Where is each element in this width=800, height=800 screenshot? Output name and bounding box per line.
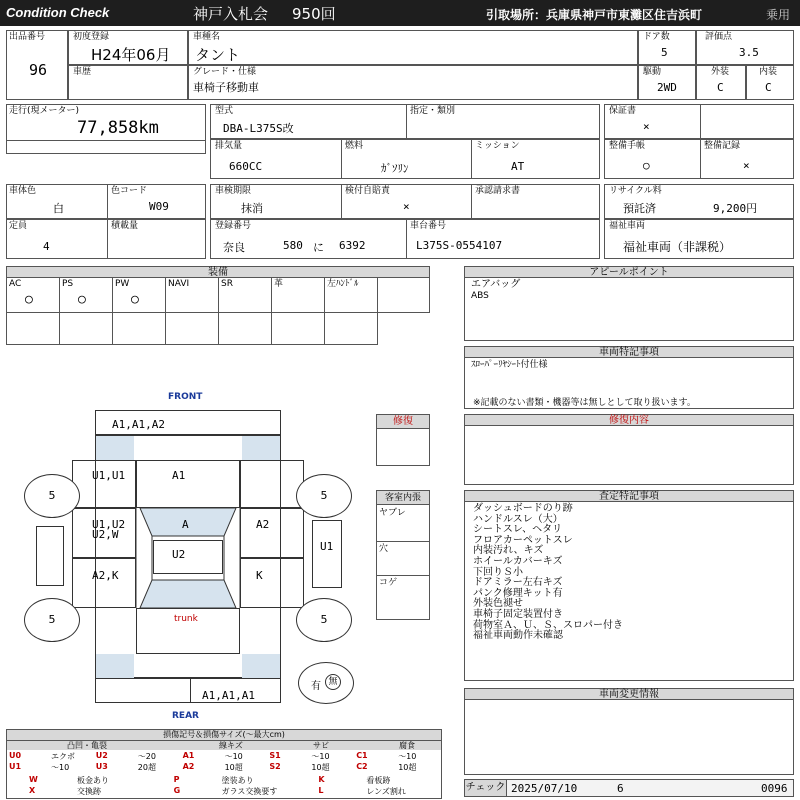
equipment-cell <box>218 277 272 313</box>
legend-groups <box>7 740 441 750</box>
legend-group-scratch: 線キズ <box>219 741 243 750</box>
inspection-note-line: ドアミラー左右キズ <box>473 577 563 589</box>
doors: 5 <box>661 46 668 59</box>
fuel: ｶﾞｿﾘﾝ <box>381 162 409 175</box>
legend-code: A2 <box>182 762 195 771</box>
equipment-cell-empty <box>165 312 219 345</box>
equipment-cell-empty <box>377 277 430 313</box>
legend-symbol-meaning: ガラス交換要す <box>221 787 278 796</box>
equipment-label: AC <box>9 279 22 289</box>
legend-code: U0 <box>9 751 22 760</box>
legend-code: S2 <box>269 762 281 771</box>
legend-code: U3 <box>95 762 108 771</box>
equipment-cell-empty <box>6 312 60 345</box>
mark-right-front-door: A2 <box>256 518 270 531</box>
model-box <box>210 104 600 139</box>
special-box <box>464 357 794 409</box>
legend-code: C1 <box>356 751 368 760</box>
interior-condition-box <box>376 490 430 620</box>
mark-right-side: U1 <box>320 540 334 553</box>
left-rear-door <box>72 558 136 608</box>
check-date: 2025/07/10 <box>511 782 578 795</box>
legend-symbol-code: K <box>318 775 325 784</box>
capacity: 4 <box>43 240 50 253</box>
body-color: 白 <box>53 202 64 215</box>
maintenance-record: × <box>743 159 750 172</box>
tire-front-left: 5 <box>24 474 80 518</box>
right-front-door <box>240 508 304 558</box>
inspection-notes-box <box>464 501 794 681</box>
mark-roof: A <box>182 518 189 531</box>
legend-symbol-code: X <box>29 786 36 795</box>
designation-label: 指定・類別 <box>410 106 456 116</box>
capacity-box <box>6 219 206 259</box>
doors-label: ドア数 <box>643 32 670 42</box>
legend-meaning: 10超 <box>224 763 243 772</box>
inspection-note-line: 福祉車両動作未確認 <box>473 630 563 642</box>
changes-title: 車両変更情報 <box>464 688 794 700</box>
mission-label: ミッション <box>475 141 520 151</box>
rear-label: REAR <box>172 711 199 721</box>
mileage-box <box>6 104 206 154</box>
inspection-note-line: シートスレ、ヘタリ <box>473 524 563 536</box>
equipment-cell-empty <box>271 312 325 345</box>
welfare-label: 福祉車両 <box>609 221 646 231</box>
capacity-label: 定員 <box>9 221 28 231</box>
damage-legend <box>6 729 442 799</box>
registration-number: 6392 <box>339 239 366 252</box>
inspection-note-line: ホイールカバーキズ <box>473 556 563 567</box>
inspection-note-line: 下回りＳ小 <box>473 566 523 578</box>
legend-meaning: 〜10 <box>398 752 417 761</box>
equipment-label: NAVI <box>168 279 190 289</box>
load-label: 積載量 <box>111 221 139 231</box>
warranty-box <box>604 104 794 139</box>
exterior-grade: C <box>717 81 724 94</box>
chassis-label: 車台番号 <box>410 221 447 231</box>
legend-code: U2 <box>95 751 108 760</box>
left-side-step <box>36 526 64 586</box>
first-registration-box <box>68 30 188 65</box>
legend-symbol-code: G <box>173 786 181 795</box>
interior-label: 内装 <box>759 67 778 77</box>
legend-title: 損傷記号＆損傷サイズ(〜最大cm) <box>7 730 441 740</box>
right-side-step <box>312 520 342 588</box>
inspection-note-line: パンク修理キット有 <box>473 587 563 599</box>
insurance-label: 検付自賠責 <box>345 186 391 196</box>
lot-number-label: 出品番号 <box>9 32 46 42</box>
mission: AT <box>511 160 525 173</box>
legend-code: C2 <box>356 762 368 771</box>
registration-class: 580 <box>283 239 303 252</box>
special-text: ｽﾛｰﾊﾟｰﾘﾔｼｰﾄ付仕様 <box>471 360 548 370</box>
car-type: 乗用 <box>766 8 791 22</box>
spare-tire <box>298 662 354 704</box>
equipment-cell-empty <box>112 312 166 345</box>
equipment-cell <box>112 277 166 313</box>
insurance: × <box>403 200 410 213</box>
tire-front-right: 5 <box>296 474 352 518</box>
inspection-note-line: 荷物室Ａ、Ｕ、Ｓ、スロパー付き <box>473 619 623 631</box>
changes-box <box>464 699 794 775</box>
inspection-label: 車検期限 <box>215 186 252 196</box>
hood <box>136 460 240 508</box>
score-label: 評価点 <box>705 32 733 42</box>
car-name-label: 車種名 <box>193 32 221 42</box>
left-front-fender <box>72 460 136 508</box>
registration-label: 登録番号 <box>215 221 252 231</box>
legend-code: S1 <box>269 751 281 760</box>
inspection-note-line: ハンドルスレ（大） <box>473 513 563 525</box>
interior-condition-title: 客室内張 <box>377 491 429 505</box>
lot-number-box <box>6 30 68 100</box>
interior-grade: C <box>765 81 772 94</box>
equipment-cell-empty <box>324 312 378 345</box>
legend-meaning: 10超 <box>398 763 417 772</box>
history-label: 車歴 <box>73 67 92 77</box>
auction-name: 神戸入札会 <box>193 5 269 23</box>
legend-symbol-code: L <box>318 786 324 795</box>
color-code: W09 <box>149 200 169 213</box>
exterior-label: 外装 <box>711 67 730 77</box>
mileage: 77,858km <box>77 118 159 138</box>
right-front-fender <box>240 460 304 508</box>
legend-meaning: 〜10 <box>311 752 330 761</box>
maintenance-box <box>604 139 794 179</box>
equipment-value: ○ <box>25 292 33 307</box>
registration-kana: に <box>313 241 324 254</box>
inspection-note-line: 外装色褪せ <box>473 598 523 610</box>
warranty: × <box>643 120 650 133</box>
body-color-label: 車体色 <box>9 186 37 196</box>
mark-front-bumper: A1,A1,A2 <box>112 418 165 431</box>
inspection-note-line: 車椅子固定装置付き <box>473 609 563 620</box>
equipment-value: ○ <box>131 292 139 307</box>
legend-symbol-meaning: レンズ割れ <box>366 787 406 796</box>
front-label: FRONT <box>168 392 203 402</box>
registration-area: 奈良 <box>223 241 245 254</box>
chassis-number: L375S-0554107 <box>416 239 503 252</box>
equipment-table <box>6 277 430 345</box>
mark-left-front-door: U1,U2 <box>92 518 126 531</box>
maintenance-manual: ○ <box>643 159 650 172</box>
spare-tire-label: 有 <box>311 681 321 692</box>
history-box <box>68 65 188 100</box>
legend-group-corrosion: 腐食 <box>399 741 415 750</box>
equipment-label: 革 <box>274 279 284 289</box>
legend-meaning: 20超 <box>137 763 156 772</box>
mark-roof-2: U2 <box>172 548 186 561</box>
rear-right-pillar <box>242 654 280 678</box>
mark-hood: A1 <box>172 469 186 482</box>
legend-group-rust: サビ <box>313 741 329 750</box>
pickup-location: 引取場所：兵庫県神戸市東灘区住吉浜町 <box>486 8 703 22</box>
exterior-box <box>696 65 746 100</box>
equipment-value: ○ <box>78 292 86 307</box>
trunk-label: trunk <box>174 614 198 624</box>
mark-left-rear-door: A2,K <box>92 569 119 582</box>
interior-box <box>746 65 794 100</box>
displacement: 660CC <box>229 160 263 173</box>
welfare-box <box>604 219 794 259</box>
inspection-note-line: フロアカーペットスレ <box>473 534 573 546</box>
registration-box <box>210 219 600 259</box>
mark-left-front-fender: U1,U1 <box>92 469 126 482</box>
car-name-box <box>188 30 638 65</box>
check-code: 0096 <box>761 782 788 795</box>
equipment-cell <box>324 277 378 313</box>
check-label: チェック <box>465 780 507 796</box>
rear-left-pillar <box>96 654 134 678</box>
equipment-label: PS <box>62 279 74 289</box>
legend-symbol-meaning: 看板跡 <box>366 776 391 785</box>
equipment-cell <box>165 277 219 313</box>
header-bar <box>0 0 800 26</box>
repair-title: 修復内容 <box>464 414 794 426</box>
score: 3.5 <box>739 46 759 59</box>
tire-rear-right: 5 <box>296 598 352 642</box>
legend-meaning: 〜20 <box>137 752 156 761</box>
interior-burn-label: コゲ <box>379 578 398 588</box>
legend-code: U1 <box>9 762 22 771</box>
welfare: 福祉車両（非課税） <box>623 240 732 254</box>
right-rear-door <box>240 558 304 608</box>
appeal-line-2: ABS <box>471 291 489 301</box>
recycle-box <box>604 184 794 219</box>
recycle-status: 預託済 <box>623 202 656 215</box>
fuel-label: 燃料 <box>345 141 364 151</box>
appeal-line-1: エアバッグ <box>471 279 521 290</box>
lot-number: 96 <box>29 61 48 79</box>
model: DBA-L375S改 <box>223 122 294 135</box>
recycle-label: リサイクル料 <box>609 186 662 196</box>
legend-symbol-code: P <box>173 775 180 784</box>
drive-label: 駆動 <box>643 67 662 77</box>
equipment-label: 左ﾊﾝﾄﾞﾙ <box>327 279 359 289</box>
recycle-fee: 9,200円 <box>713 202 758 215</box>
legend-symbol-code: W <box>29 775 38 784</box>
first-registration: H24年06月 <box>91 46 171 64</box>
model-label: 型式 <box>215 106 234 116</box>
special-title: 車両特記事項 <box>464 346 794 358</box>
legend-meaning: 10超 <box>311 763 330 772</box>
front-right-pillar <box>242 436 280 460</box>
interior-hole-label: 穴 <box>379 544 389 554</box>
score-box <box>696 30 794 65</box>
auction-session: 950回 <box>292 5 336 23</box>
legend-meaning: 〜10 <box>224 752 243 761</box>
equipment-cell-empty <box>59 312 113 345</box>
equipment-label: SR <box>221 279 233 289</box>
grade: 車椅子移動車 <box>193 81 259 94</box>
inspection-box <box>210 184 600 219</box>
body-color-box <box>6 184 206 219</box>
legend-meaning: 〜10 <box>51 763 70 772</box>
equipment-cell <box>59 277 113 313</box>
special-note: ※記載のない書類・機器等は無しとして取り扱います。 <box>473 398 696 408</box>
equipment-label: PW <box>115 279 130 289</box>
appeal-box <box>464 277 794 341</box>
doors-box <box>638 30 696 65</box>
condition-check-title: Condition Check <box>6 5 110 20</box>
equipment-cell-empty <box>218 312 272 345</box>
equipment-cell <box>271 277 325 313</box>
maintenance-record-label: 整備記録 <box>704 141 741 151</box>
grade-box <box>188 65 638 100</box>
drive-box <box>638 65 696 100</box>
mileage-label: 走行(現メーター) <box>9 106 80 116</box>
manual-label: 整備手帳 <box>609 141 646 151</box>
equipment-title: 装備 <box>6 266 430 278</box>
legend-symbol-meaning: 交換跡 <box>77 787 101 796</box>
legend-meaning: エクボ <box>51 752 75 761</box>
front-left-pillar <box>96 436 134 460</box>
check-row <box>464 779 794 797</box>
inspection-note-line: ダッシュボードのり跡 <box>473 503 573 514</box>
mark-left-front-door-2: U2,W <box>92 528 119 541</box>
appeal-title: アピールポイント <box>464 266 794 278</box>
equipment-cell <box>6 277 60 313</box>
inspection: 抹消 <box>241 202 263 215</box>
inspection-note-line: 内装汚れ、キズ <box>473 545 544 557</box>
mark-rear-bumper: A1,A1,A1 <box>202 689 255 702</box>
legend-group-dent: 凸凹・亀裂 <box>67 741 107 750</box>
check-number: 6 <box>617 782 624 795</box>
spare-tire-mark: 無 <box>325 674 341 690</box>
legend-code: A1 <box>182 751 195 760</box>
engine-box <box>210 139 600 179</box>
first-registration-label: 初度登録 <box>73 32 110 42</box>
legend-symbol-meaning: 塗装あり <box>221 776 254 785</box>
repair-box <box>464 425 794 485</box>
grade-label: グレード・仕様 <box>193 67 257 77</box>
displacement-label: 排気量 <box>215 141 243 151</box>
approval-label: 承認請求書 <box>475 186 521 196</box>
mark-right-rear-door: K <box>256 569 263 582</box>
inspection-notes-title: 査定特記事項 <box>464 490 794 502</box>
car-name: タント <box>195 46 241 64</box>
repair-mark-box <box>376 414 430 466</box>
color-code-label: 色コード <box>111 186 148 196</box>
interior-tear-label: ヤブレ <box>379 508 406 518</box>
roof-panel <box>153 540 223 574</box>
tire-rear-left: 5 <box>24 598 80 642</box>
legend-symbol-meaning: 板金あり <box>77 776 109 785</box>
drive: 2WD <box>657 81 677 94</box>
warranty-label: 保証書 <box>609 106 637 116</box>
repair-mark-label: 修復 <box>377 415 429 429</box>
